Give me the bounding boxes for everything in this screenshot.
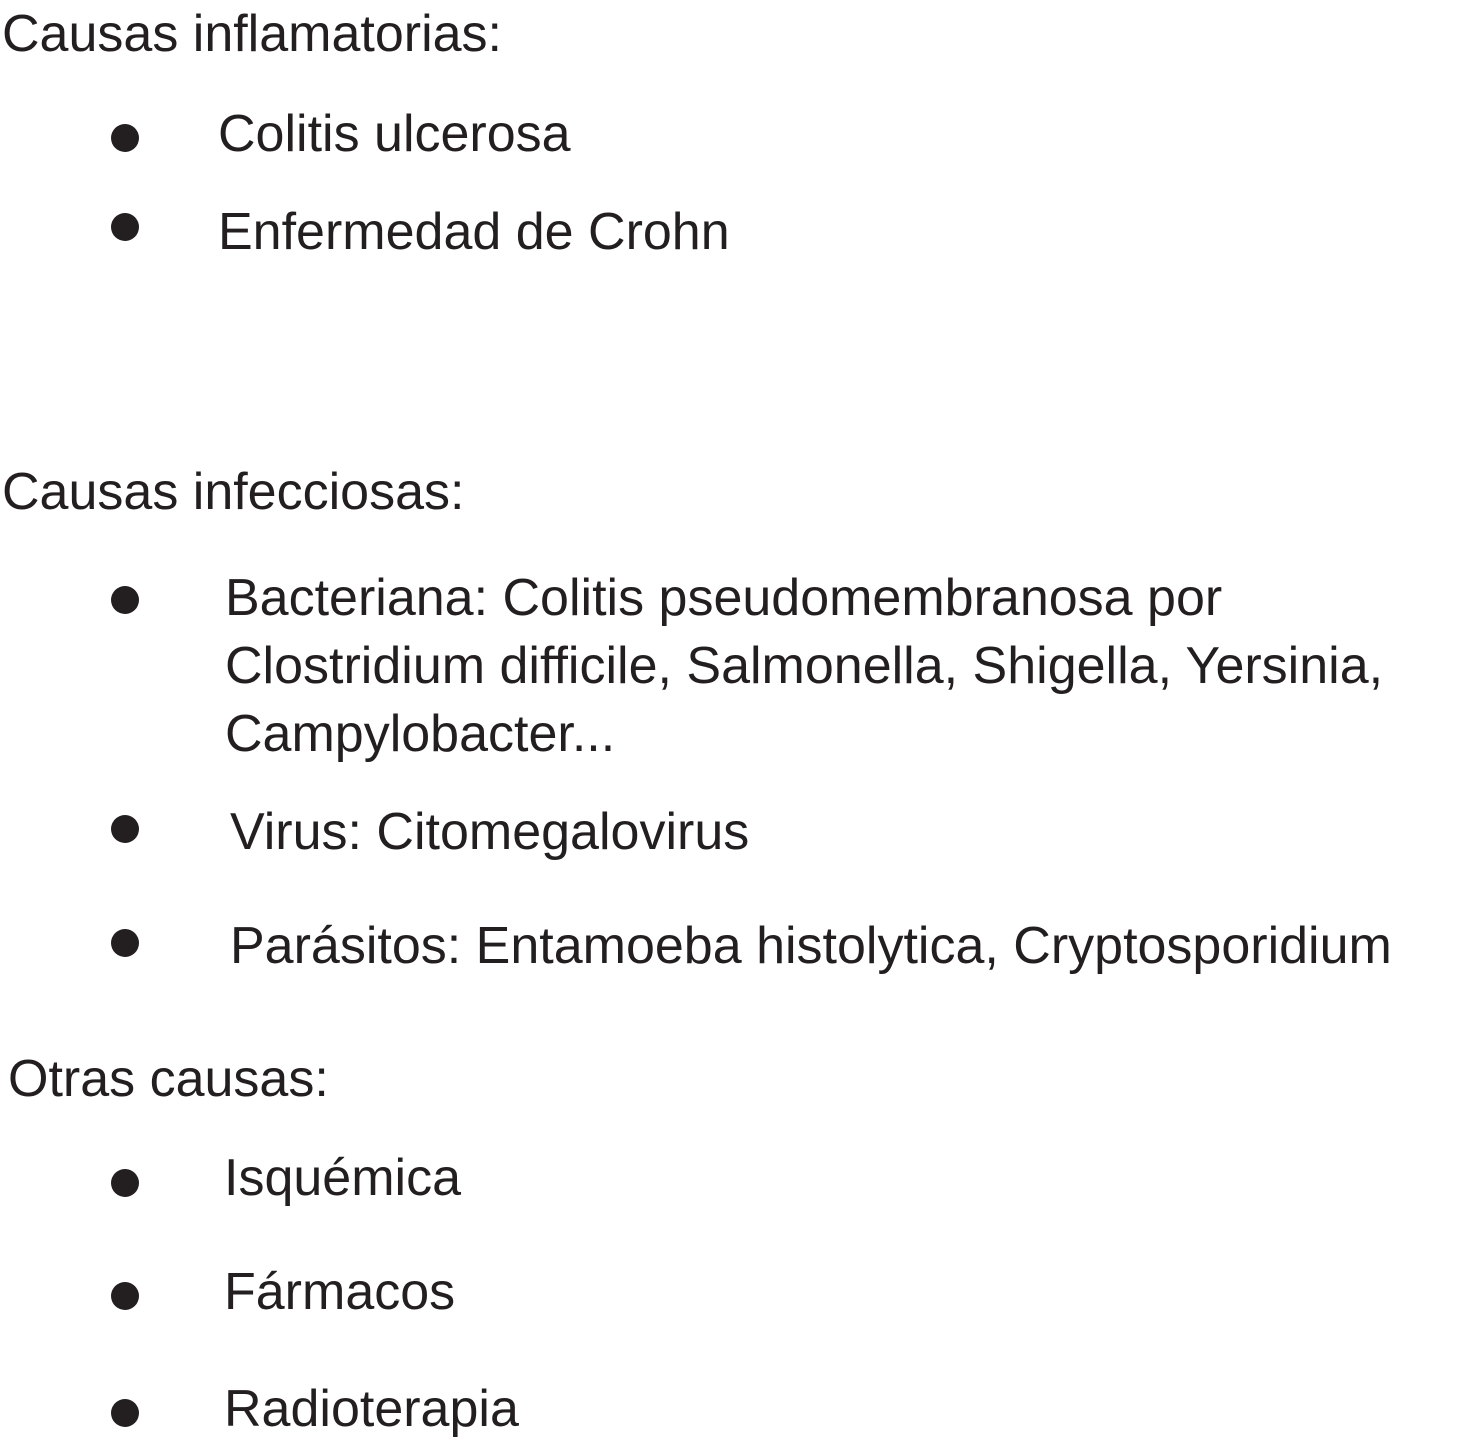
- list-item-parasites: Parásitos: Entamoeba histolytica, Cryptosporidium: [230, 917, 1392, 975]
- bullet-icon: [111, 586, 139, 614]
- list-item-radioterapia: Radioterapia: [224, 1380, 519, 1438]
- section-heading-infectious: Causas infecciosas:: [2, 463, 465, 521]
- bullet-icon: [111, 213, 139, 241]
- list-item-bacterial: [225, 564, 1383, 768]
- list-item-isquemica: Isquémica: [224, 1149, 461, 1207]
- list-item-bacterial-line-3: Campylobacter...: [225, 705, 616, 763]
- list-item-crohn: Enfermedad de Crohn: [218, 203, 730, 261]
- list-item-virus: Virus: Citomegalovirus: [230, 803, 750, 861]
- section-heading-inflammatory: Causas inflamatorias:: [2, 5, 502, 63]
- list-item-bacterial-line-1: Bacteriana: Colitis pseudomembranosa por: [225, 569, 1223, 627]
- bullet-icon: [111, 815, 139, 843]
- bullet-icon: [111, 124, 139, 152]
- list-item-bacterial-line-2: Clostridium difficile, Salmonella, Shigella, Yersinia,: [225, 637, 1384, 695]
- bullet-icon: [111, 1399, 139, 1427]
- list-item-colitis-ulcerosa: Colitis ulcerosa: [218, 105, 571, 163]
- bullet-icon: [111, 1169, 139, 1197]
- bullet-icon: [111, 1282, 139, 1310]
- bullet-icon: [111, 929, 139, 957]
- section-heading-other: Otras causas:: [8, 1050, 329, 1108]
- list-item-farmacos: Fármacos: [224, 1263, 456, 1321]
